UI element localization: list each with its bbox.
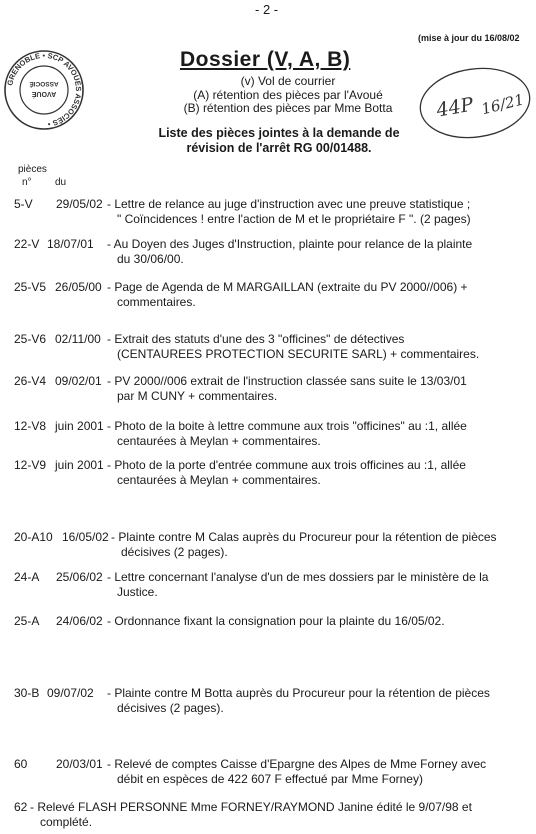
piece-number: 62 [14, 800, 28, 814]
document-subtitle-line-2: révision de l'arrêt RG 00/01488. [186, 141, 372, 155]
piece-number: 26-V4 [14, 374, 47, 388]
piece-description-line: (CENTAUREES PROTECTION SECURITE SARL) + commentaires. [117, 347, 480, 361]
piece-date: juin 2001 [55, 419, 104, 433]
piece-description-line: du 30/06/00. [117, 252, 184, 266]
piece-number: 12-V8 [14, 419, 47, 433]
piece-description-line: - Photo de la porte d'entrée commune aux trois officines au :1, allée [107, 458, 466, 472]
svg-text:16/21: 16/21 [479, 90, 526, 119]
piece-number: 25-A [14, 614, 40, 628]
piece-description-line: - Lettre de relance au juge d'instruction avec une preuve statistique ; [107, 197, 471, 211]
update-note: (mise à jour du 16/08/02 [418, 33, 520, 43]
piece-date: 26/05/00 [55, 280, 102, 294]
svg-text:44P: 44P [434, 93, 476, 122]
piece-date: 09/07/02 [47, 686, 94, 700]
piece-description-line: Justice. [117, 585, 158, 599]
piece-description-line: - Extrait des statuts d'une des 3 "officines" de détectives [107, 332, 405, 346]
piece-number: 12-V9 [14, 458, 47, 472]
piece-date: 16/05/02 [62, 530, 109, 544]
piece-description-line: décisives (2 pages). [117, 701, 224, 715]
piece-description-line: - Relevé FLASH PERSONNE Mme FORNEY/RAYMOND Janine édité le 9/07/98 et [30, 800, 472, 814]
piece-description-line: centaurées à Meylan + commentaires. [117, 473, 321, 487]
svg-text:ASSOCIÉ: ASSOCIÉ [29, 80, 59, 87]
piece-description-line: - Plainte contre M Botta auprès du Procureur pour la rétention de pièces [107, 686, 490, 700]
piece-description-line: - Photo de la boite à lettre commune aux trois "officines" au :1, allée [107, 419, 467, 433]
piece-date: juin 2001 [55, 458, 104, 472]
piece-date: 02/11/00 [55, 332, 101, 346]
piece-description-line: commentaires. [117, 295, 196, 309]
piece-description-line: décisives (2 pages). [121, 545, 228, 559]
column-header-pieces: pièces [18, 164, 47, 175]
piece-number: 24-A [14, 570, 40, 584]
piece-date: 18/07/01 [47, 237, 94, 251]
piece-description-line: - Au Doyen des Juges d'Instruction, plainte pour relance de la plainte [107, 237, 473, 251]
piece-description-line: " Coïncidences ! entre l'action de M et le propriétaire F ". (2 pages) [117, 212, 471, 226]
column-header-date: du [55, 177, 67, 188]
piece-description-line: - Page de Agenda de M MARGAILLAN (extraite du PV 2000//006) + [107, 280, 468, 294]
piece-description-line: - Relevé de comptes Caisse d'Epargne des Alpes de Mme Forney avec [107, 757, 487, 771]
legend-retention-botta: (B) rétention des pièces par Mme Botta [183, 101, 393, 115]
piece-number: 22-V [14, 237, 40, 251]
page-title: Dossier (V, A, B) [180, 48, 351, 71]
piece-description-line: - Plainte contre M Calas auprès du Procureur pour la rétention de pièces [111, 530, 497, 544]
piece-number: 20-A10 [14, 530, 53, 544]
piece-number: 30-B [14, 686, 40, 700]
piece-date: 25/06/02 [56, 570, 103, 584]
legend-vol-courrier: (v) Vol de courrier [240, 74, 336, 88]
piece-date: 20/03/01 [56, 757, 103, 771]
piece-description-line: par M CUNY + commentaires. [117, 389, 278, 403]
piece-number: 5-V [14, 197, 33, 211]
svg-text:AVOUÉ: AVOUÉ [31, 90, 57, 97]
piece-date: 29/05/02 [56, 197, 103, 211]
column-header-number: n° [22, 177, 32, 188]
piece-date: 24/06/02 [56, 614, 103, 628]
document-subtitle-line-1: Liste des pièces jointes à la demande de [158, 126, 400, 140]
page-number: - 2 - [255, 2, 279, 17]
svg-text:GRENOBLE • SCP AVOUÉS ASSOCIÉS: GRENOBLE • SCP AVOUÉS ASSOCIÉS • [5, 50, 84, 129]
piece-description-line: - Lettre concernant l'analyse d'un de mes dossiers par le ministère de la [107, 570, 489, 584]
piece-description-line: complété. [40, 815, 93, 829]
piece-description-line: - Ordonnance fixant la consignation pour la plainte du 16/05/02. [107, 614, 445, 628]
piece-description-line: centaurées à Meylan + commentaires. [117, 434, 321, 448]
legend-retention-avoue: (A) rétention des pièces par l'Avoué [193, 88, 383, 102]
piece-number: 25-V5 [14, 280, 47, 294]
piece-number: 25-V6 [14, 332, 47, 346]
piece-description-line: débit en espèces de 422 607 F effectué par Mme Forney) [117, 772, 423, 786]
piece-description-line: - PV 2000//006 extrait de l'instruction classée sans suite le 13/03/01 [107, 374, 467, 388]
piece-date: 09/02/01 [55, 374, 102, 388]
piece-number: 60 [14, 757, 28, 771]
